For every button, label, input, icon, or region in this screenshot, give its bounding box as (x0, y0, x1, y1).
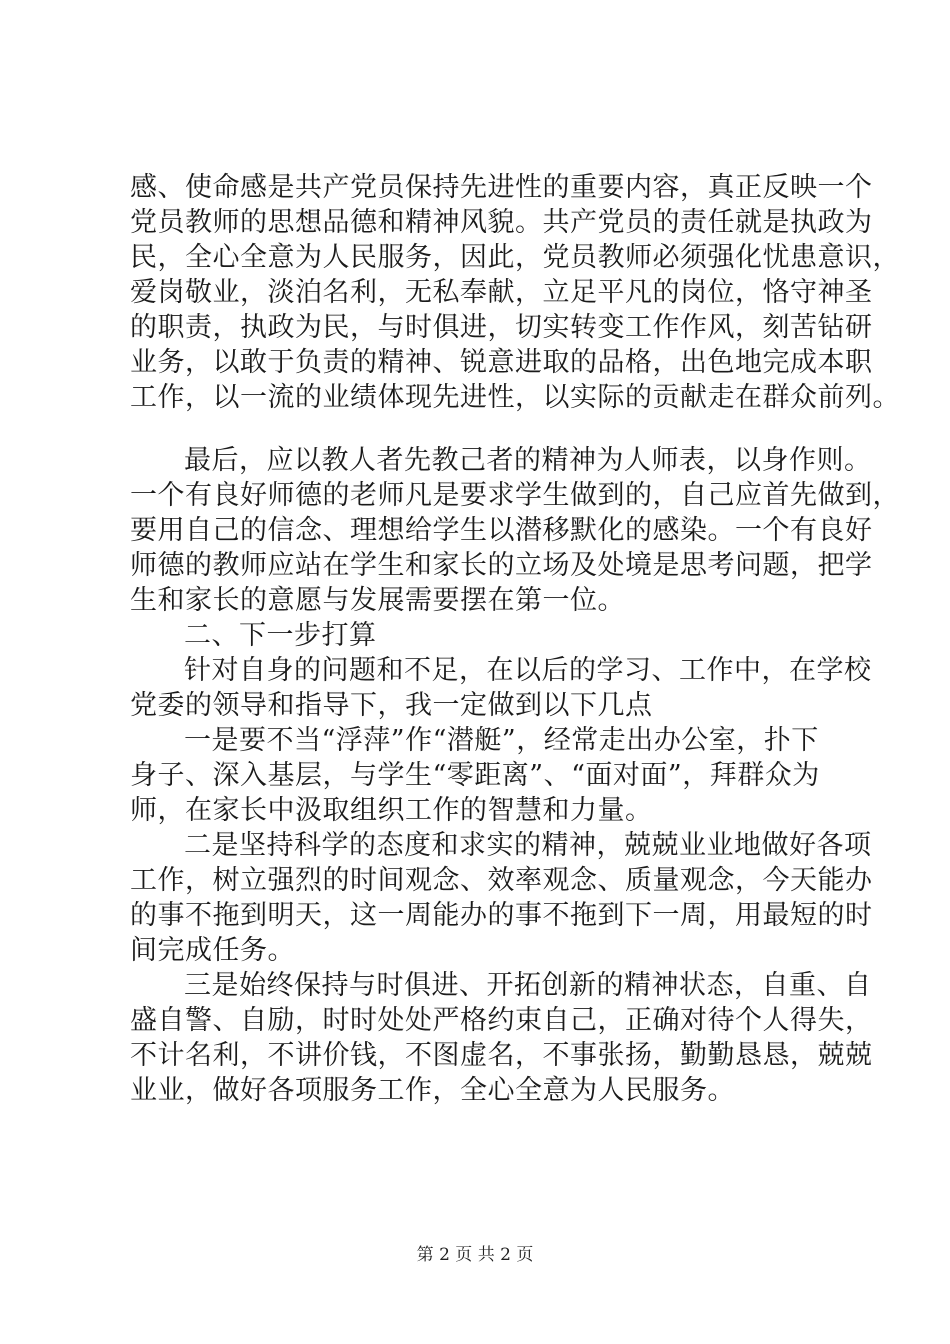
paragraph-point-three (130, 968, 873, 1108)
section-heading (130, 618, 835, 653)
paragraph-spacer (130, 415, 835, 443)
text-line: 党委的领导和指导下，我一定做到以下几点 (130, 690, 653, 721)
text-line: 业务，以敢于负责的精神、锐意进取的品格，出色地完成本职 (130, 347, 873, 378)
text-line: 工作，树立强烈的时间观念、效率观念、质量观念，今天能办 (130, 865, 873, 896)
text-line: 一是要不当“浮萍”作“潜艇”，经常走出办公室，扑下 (184, 725, 819, 756)
text-line: 要用自己的信念、理想给学生以潜移默化的感染。一个有良好 (130, 515, 873, 546)
paragraph-intro (130, 653, 872, 723)
text-line: 的职责，执政为民，与时俱进，切实转变工作作风，刻苦钻研 (130, 312, 873, 343)
text-line: 师，在家长中汲取组织工作的智慧和力量。 (130, 795, 653, 826)
text-line: 业业，做好各项服务工作，全心全意为人民服务。 (130, 1075, 735, 1106)
paragraph-point-one (130, 723, 835, 828)
text-line: 最后，应以教人者先教己者的精神为人师表，以身作则。 (184, 445, 872, 476)
page-number-footer: 第 2 页 共 2 页 (416, 1245, 534, 1265)
text-line: 盛自警、自励，时时处处严格约束自己，正确对待个人得失， (130, 1005, 873, 1036)
text-line: 三是始终保持与时俱进、开拓创新的精神状态，自重、自 (184, 970, 872, 1001)
paragraph-duty (130, 170, 900, 415)
heading-next-steps: 二、下一步打算 (184, 620, 377, 651)
text-line: 针对自身的问题和不足，在以后的学习、工作中，在学校 (184, 655, 872, 686)
paragraph-finally (130, 443, 900, 618)
text-line: 师德的教师应站在学生和家长的立场及处境是思考问题，把学 (130, 550, 873, 581)
text-line: 间完成任务。 (130, 935, 295, 966)
text-line: 二是坚持科学的态度和求实的精神，兢兢业业地做好各项 (184, 830, 872, 861)
text-line: 民，全心全意为人民服务，因此，党员教师必须强化忧患意识， (130, 242, 900, 273)
text-line: 工作，以一流的业绩体现先进性，以实际的贡献走在群众前列。 (130, 382, 900, 413)
document-body (130, 170, 900, 1108)
text-line: 不计名利，不讲价钱，不图虚名，不事张扬，勤勤恳恳，兢兢 (130, 1040, 873, 1071)
text-line: 生和家长的意愿与发展需要摆在第一位。 (130, 585, 625, 616)
text-line: 的事不拖到明天，这一周能办的事不拖到下一周，用最短的时 (130, 900, 873, 931)
text-line: 党员教师的思想品德和精神风貌。共产党员的责任就是执政为 (130, 207, 873, 238)
text-line: 一个有良好师德的老师凡是要求学生做到的，自己应首先做到， (130, 480, 900, 511)
text-line: 感、使命感是共产党员保持先进性的重要内容，真正反映一个 (130, 172, 873, 203)
text-line: 身子、深入基层，与学生“零距离”、“面对面”，拜群众为 (130, 760, 820, 791)
paragraph-point-two (130, 828, 873, 968)
text-line: 爱岗敬业，淡泊名利，无私奉献，立足平凡的岗位，恪守神圣 (130, 277, 873, 308)
